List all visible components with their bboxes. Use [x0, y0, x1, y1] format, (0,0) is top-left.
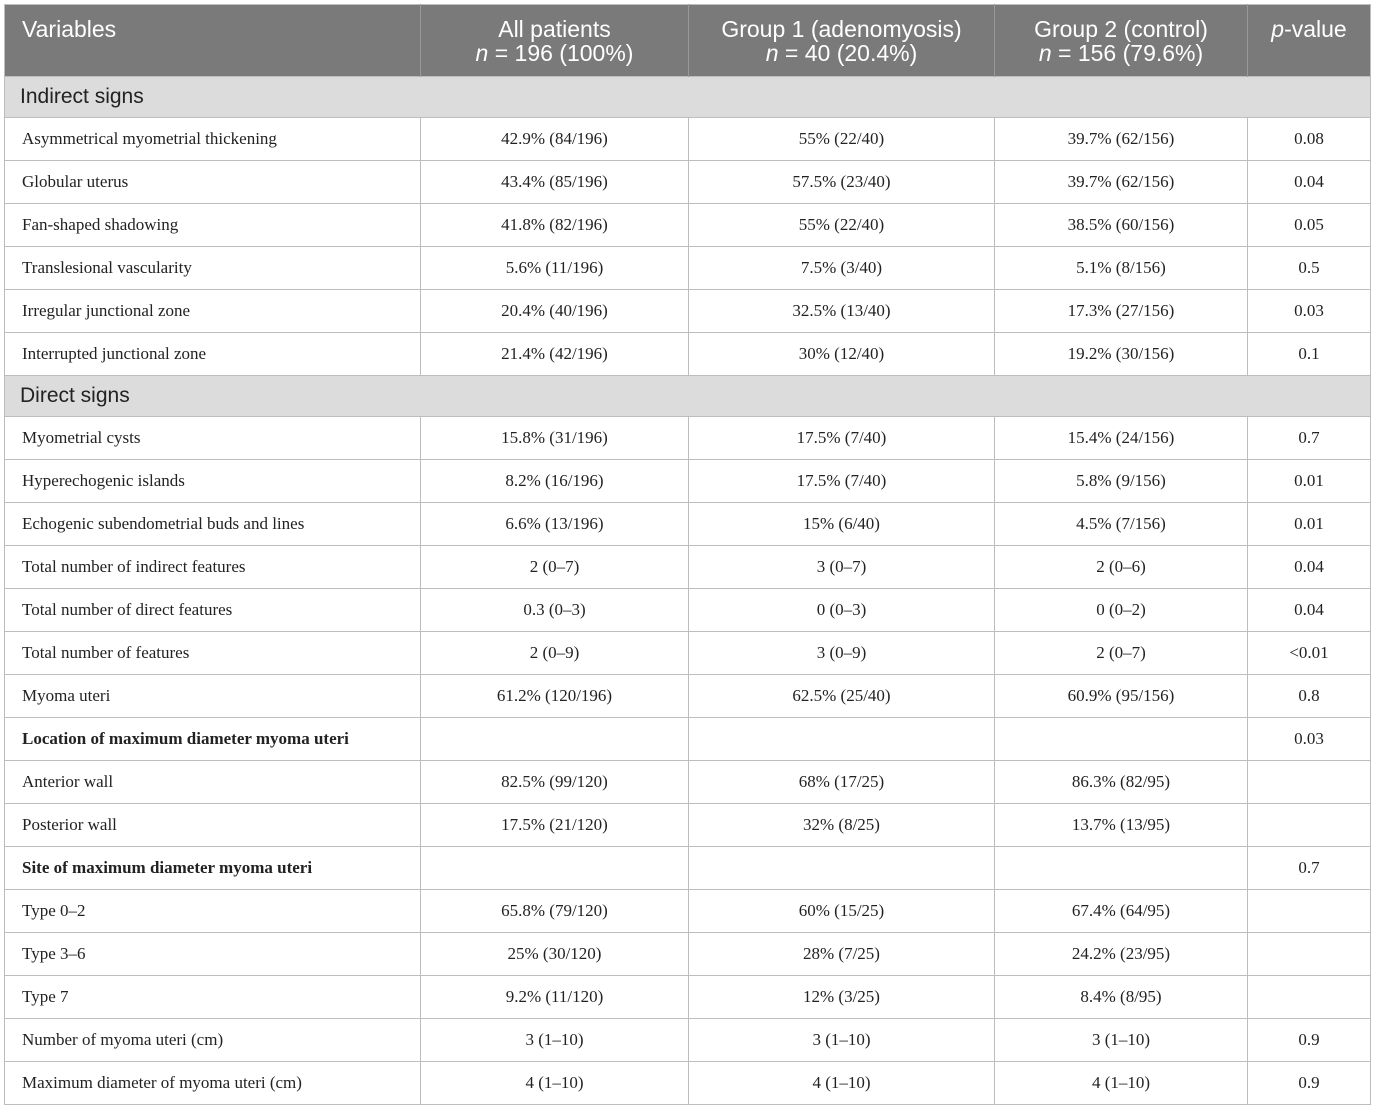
header-all-patients: [421, 5, 689, 77]
cell-all: [421, 718, 689, 761]
cell-all: 9.2% (11/120): [421, 976, 689, 1019]
cell-all: 41.8% (82/196): [421, 204, 689, 247]
cell-g1: 32% (8/25): [689, 804, 995, 847]
cell-p: 0.01: [1248, 460, 1371, 503]
cell-all: 82.5% (99/120): [421, 761, 689, 804]
header-g2-count: = 156 (79.6%): [1051, 40, 1204, 66]
table-row: [5, 976, 1371, 1019]
cell-g2: 60.9% (95/156): [995, 675, 1248, 718]
header-variables: Variables: [5, 5, 421, 77]
cell-label: Type 3–6: [5, 933, 421, 976]
cell-p: 0.04: [1248, 546, 1371, 589]
cell-g2: 5.8% (9/156): [995, 460, 1248, 503]
cell-p: 0.05: [1248, 204, 1371, 247]
cell-g1: 55% (22/40): [689, 204, 995, 247]
cell-g1: 28% (7/25): [689, 933, 995, 976]
header-group-1: [689, 5, 995, 77]
table-row: [5, 290, 1371, 333]
cell-p: [1248, 933, 1371, 976]
table-row: [5, 589, 1371, 632]
header-g2-n: n: [1038, 40, 1052, 66]
cell-all: 20.4% (40/196): [421, 290, 689, 333]
cell-label: Globular uterus: [5, 161, 421, 204]
results-table: [4, 4, 1371, 1105]
header-all-count: = 196 (100%): [488, 40, 634, 66]
table-row: [5, 161, 1371, 204]
header-p-rest: -value: [1284, 16, 1347, 42]
cell-p: 0.7: [1248, 417, 1371, 460]
cell-p: [1248, 761, 1371, 804]
cell-g1: 60% (15/25): [689, 890, 995, 933]
cell-label: Type 0–2: [5, 890, 421, 933]
cell-g1: 17.5% (7/40): [689, 417, 995, 460]
cell-g1: 0 (0–3): [689, 589, 995, 632]
cell-all: 42.9% (84/196): [421, 118, 689, 161]
cell-g2: 38.5% (60/156): [995, 204, 1248, 247]
cell-g2: 15.4% (24/156): [995, 417, 1248, 460]
cell-all: 43.4% (85/196): [421, 161, 689, 204]
table-row: [5, 204, 1371, 247]
table-row: [5, 460, 1371, 503]
section-title: Indirect signs: [5, 77, 1371, 118]
table-body: [5, 77, 1371, 1105]
cell-g2: [995, 847, 1248, 890]
cell-g2: 24.2% (23/95): [995, 933, 1248, 976]
cell-g2: 5.1% (8/156): [995, 247, 1248, 290]
table-row: [5, 417, 1371, 460]
cell-label: Total number of direct features: [5, 589, 421, 632]
cell-all: 0.3 (0–3): [421, 589, 689, 632]
table-row: [5, 546, 1371, 589]
header-g1-count: = 40 (20.4%): [778, 40, 918, 66]
table-row: [5, 1062, 1371, 1105]
cell-g2: 39.7% (62/156): [995, 161, 1248, 204]
cell-label: Type 7: [5, 976, 421, 1019]
header-group-2: [995, 5, 1248, 77]
cell-all: 8.2% (16/196): [421, 460, 689, 503]
header-p-italic: p: [1271, 16, 1285, 42]
cell-label: Irregular junctional zone: [5, 290, 421, 333]
cell-p: 0.08: [1248, 118, 1371, 161]
cell-all: 17.5% (21/120): [421, 804, 689, 847]
table-header: [5, 5, 1371, 77]
cell-label: Myoma uteri: [5, 675, 421, 718]
cell-label: Total number of features: [5, 632, 421, 675]
cell-g1: 17.5% (7/40): [689, 460, 995, 503]
cell-g2: 13.7% (13/95): [995, 804, 1248, 847]
cell-label: Anterior wall: [5, 761, 421, 804]
cell-label: Maximum diameter of myoma uteri (cm): [5, 1062, 421, 1105]
cell-label: Echogenic subendometrial buds and lines: [5, 503, 421, 546]
cell-all: 2 (0–7): [421, 546, 689, 589]
header-all-n: n: [475, 40, 489, 66]
table-row: [5, 503, 1371, 546]
cell-g1: 3 (0–9): [689, 632, 995, 675]
cell-label: Interrupted junctional zone: [5, 333, 421, 376]
cell-all: [421, 847, 689, 890]
cell-all: 25% (30/120): [421, 933, 689, 976]
cell-g1: 3 (0–7): [689, 546, 995, 589]
cell-g1: 15% (6/40): [689, 503, 995, 546]
cell-label: Total number of indirect features: [5, 546, 421, 589]
cell-g1: 3 (1–10): [689, 1019, 995, 1062]
cell-g2: 2 (0–6): [995, 546, 1248, 589]
table-row: [5, 675, 1371, 718]
cell-label: Asymmetrical myometrial thickening: [5, 118, 421, 161]
table-row: [5, 118, 1371, 161]
cell-all: 15.8% (31/196): [421, 417, 689, 460]
cell-p: [1248, 890, 1371, 933]
cell-p: 0.7: [1248, 847, 1371, 890]
cell-label: Hyperechogenic islands: [5, 460, 421, 503]
cell-p: 0.04: [1248, 589, 1371, 632]
cell-g1: 57.5% (23/40): [689, 161, 995, 204]
table-row: [5, 247, 1371, 290]
cell-g1: 30% (12/40): [689, 333, 995, 376]
cell-label: Myometrial cysts: [5, 417, 421, 460]
cell-g2: 3 (1–10): [995, 1019, 1248, 1062]
cell-g2: 8.4% (8/95): [995, 976, 1248, 1019]
header-g1-title: Group 1 (adenomyosis): [721, 16, 962, 42]
table-container: [4, 4, 1370, 1105]
cell-p: 0.5: [1248, 247, 1371, 290]
header-all-title: All patients: [498, 16, 611, 42]
cell-p: 0.03: [1248, 290, 1371, 333]
cell-p: 0.03: [1248, 718, 1371, 761]
cell-g1: 32.5% (13/40): [689, 290, 995, 333]
cell-all: 61.2% (120/196): [421, 675, 689, 718]
table-row: [5, 1019, 1371, 1062]
cell-g1: 7.5% (3/40): [689, 247, 995, 290]
cell-all: 5.6% (11/196): [421, 247, 689, 290]
cell-label: Number of myoma uteri (cm): [5, 1019, 421, 1062]
cell-p: 0.9: [1248, 1062, 1371, 1105]
table-row: [5, 718, 1371, 761]
cell-g1: [689, 847, 995, 890]
cell-p: 0.8: [1248, 675, 1371, 718]
table-row: [5, 761, 1371, 804]
cell-g2: 17.3% (27/156): [995, 290, 1248, 333]
cell-g2: 19.2% (30/156): [995, 333, 1248, 376]
cell-all: 2 (0–9): [421, 632, 689, 675]
cell-all: 3 (1–10): [421, 1019, 689, 1062]
section-row-direct: [5, 376, 1371, 417]
header-g1-n: n: [765, 40, 779, 66]
cell-g2: 4.5% (7/156): [995, 503, 1248, 546]
header-g2-title: Group 2 (control): [1034, 16, 1208, 42]
cell-g2: 67.4% (64/95): [995, 890, 1248, 933]
section-row-indirect: [5, 77, 1371, 118]
cell-label: Posterior wall: [5, 804, 421, 847]
cell-g1: 4 (1–10): [689, 1062, 995, 1105]
cell-p: [1248, 804, 1371, 847]
cell-label: Site of maximum diameter myoma uteri: [5, 847, 421, 890]
cell-all: 65.8% (79/120): [421, 890, 689, 933]
cell-label: Fan-shaped shadowing: [5, 204, 421, 247]
cell-g2: 39.7% (62/156): [995, 118, 1248, 161]
table-row: [5, 804, 1371, 847]
cell-label: Location of maximum diameter myoma uteri: [5, 718, 421, 761]
section-title: Direct signs: [5, 376, 1371, 417]
cell-all: 6.6% (13/196): [421, 503, 689, 546]
cell-g1: 68% (17/25): [689, 761, 995, 804]
table-row: [5, 847, 1371, 890]
cell-all: 4 (1–10): [421, 1062, 689, 1105]
cell-p: [1248, 976, 1371, 1019]
cell-p: 0.1: [1248, 333, 1371, 376]
cell-g2: 86.3% (82/95): [995, 761, 1248, 804]
cell-p: 0.01: [1248, 503, 1371, 546]
cell-g2: 2 (0–7): [995, 632, 1248, 675]
table-row: [5, 333, 1371, 376]
cell-g2: 4 (1–10): [995, 1062, 1248, 1105]
table-row: [5, 632, 1371, 675]
cell-g1: [689, 718, 995, 761]
table-row: [5, 890, 1371, 933]
cell-g1: 12% (3/25): [689, 976, 995, 1019]
cell-g2: 0 (0–2): [995, 589, 1248, 632]
cell-label: Translesional vascularity: [5, 247, 421, 290]
cell-p: 0.9: [1248, 1019, 1371, 1062]
header-p-value: [1248, 5, 1371, 77]
cell-p: 0.04: [1248, 161, 1371, 204]
cell-g1: 55% (22/40): [689, 118, 995, 161]
table-row: [5, 933, 1371, 976]
cell-p: <0.01: [1248, 632, 1371, 675]
cell-all: 21.4% (42/196): [421, 333, 689, 376]
cell-g2: [995, 718, 1248, 761]
cell-g1: 62.5% (25/40): [689, 675, 995, 718]
